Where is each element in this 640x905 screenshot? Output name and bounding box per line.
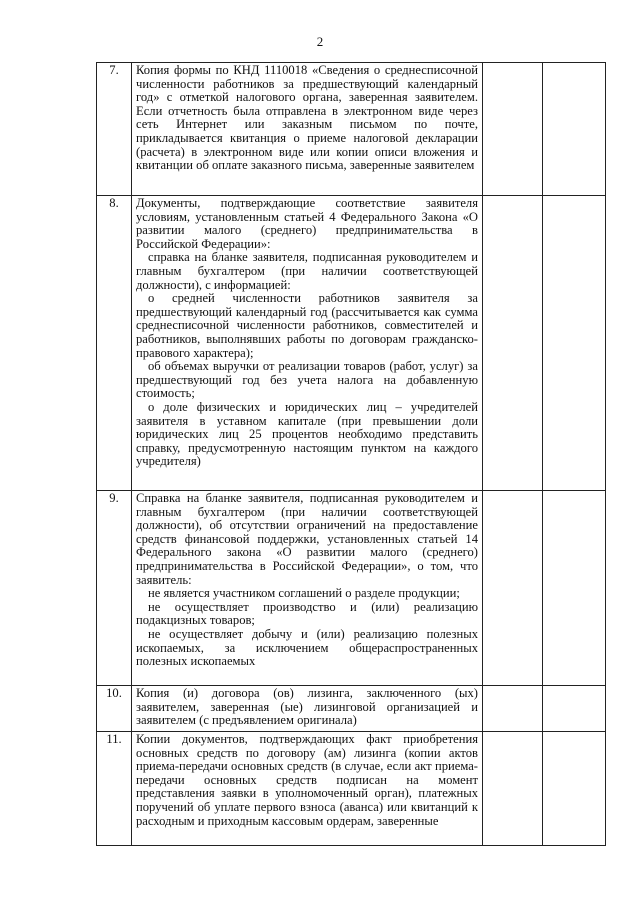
row-paragraph: не является участником соглашений о разделе продукции;: [148, 586, 460, 601]
row-paragraph: Копия (и) договора (ов) лизинга, заключенного (ых) заявителем, заверенная (ые) лизинговой организацией и заявителем (с предъявлением оригинала): [136, 686, 478, 728]
row-paragraph: о средней численности работников заявителя за предшествующий календарный год (рассчитывается как сумма среднесписочной численности работников, совместителей и работников, выполнявших работы по договорам гражданско-правового характера);: [136, 291, 478, 360]
empty-cell: [483, 63, 543, 196]
row-number: 10.: [97, 686, 132, 732]
row-description: [132, 63, 483, 196]
row-paragraph: Копии документов, подтверждающих факт приобретения основных средств по договору (ам) лизинга (копии актов приема-передачи основных средств (в случае, если акт приема-передачи основных средств подписан на момент представления заявки в уполномоченный орган), платежных поручений об уплате первого взноса (аванса) или квитанций к расходным и приходным кассовым ордерам, заверенные: [136, 732, 478, 828]
empty-cell: [543, 63, 606, 196]
document-table: [96, 62, 606, 846]
row-paragraph: об объемах выручки от реализации товаров (работ, услуг) за предшествующий год без учета налога на добавленную стоимость;: [136, 359, 478, 401]
empty-cell: [483, 196, 543, 491]
table-row: [97, 196, 606, 491]
row-number: 9.: [97, 491, 132, 686]
empty-cell: [543, 491, 606, 686]
row-paragraph: о доле физических и юридических лиц – учредителей заявителя в уставном капитале (при превышении доли юридических лиц 25 процентов необходимо представить справку, предусмотренную настоящим пунктом на каждого учредителя): [136, 399, 478, 469]
row-paragraph: не осуществляет производство и (или) реализацию подакцизных товаров;: [136, 599, 478, 628]
row-paragraph: справка на бланке заявителя, подписанная руководителем и главным бухгалтером (при наличии соответствующей должности), с информацией:: [136, 250, 478, 292]
row-number: 11.: [97, 732, 132, 846]
row-number: 7.: [97, 63, 132, 196]
table-row: [97, 686, 606, 732]
row-description: [132, 196, 483, 491]
row-paragraph: не осуществляет добычу и (или) реализацию полезных ископаемых, за исключением общераспространенных полезных ископаемых: [136, 626, 478, 669]
row-paragraph: Копия формы по КНД 1110018 «Сведения о среднесписочной численности работников за предшествующий календарный год» с отметкой налогового органа, заверенная заявителем. Если отчетность была отправлена в электронном виде через сеть Интернет или заказным письмом по почте, прикладывается квитанция о приеме налоговой декларации (расчета) в электронном виде или копии описи вложения и квитанции об оплате заказного письма, заверенные заявителем: [136, 63, 478, 173]
row-description: [132, 732, 483, 846]
row-description: [132, 686, 483, 732]
empty-cell: [483, 491, 543, 686]
table-row: [97, 732, 606, 846]
row-paragraph: Справка на бланке заявителя, подписанная руководителем и главным бухгалтером (при наличии соответствующей должности), об отсутствии ограничений на предоставление средств финансовой поддержки, установленных статьей 14 Федерального закона «О развитии малого (среднего) предпринимательства в Российской Федерации», о том, что заявитель:: [136, 491, 478, 587]
empty-cell: [543, 196, 606, 491]
table-row: [97, 63, 606, 196]
empty-cell: [483, 686, 543, 732]
page-number: 2: [316, 34, 324, 49]
empty-cell: [483, 732, 543, 846]
row-paragraph: Документы, подтверждающие соответствие заявителя условиям, установленным статьей 4 Федерального Закона «О развитии малого (среднего) предпринимательства в Российской Федерации»:: [136, 196, 478, 251]
table-row: [97, 491, 606, 686]
empty-cell: [543, 732, 606, 846]
row-description: [132, 491, 483, 686]
row-number: 8.: [97, 196, 132, 491]
empty-cell: [543, 686, 606, 732]
